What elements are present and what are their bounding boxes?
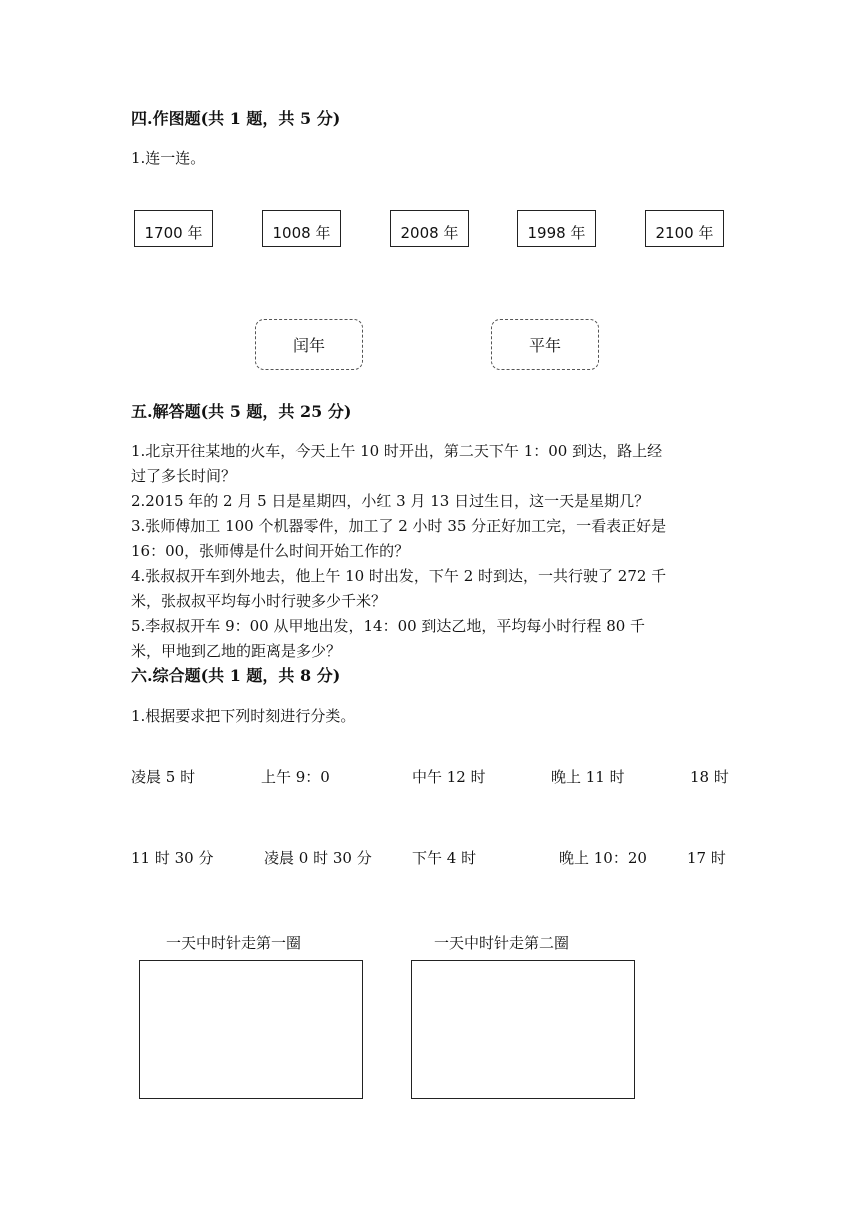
- year-box-1008: 1008 年: [262, 210, 341, 247]
- year-box-1700: 1700 年: [134, 210, 213, 247]
- question-line: 5.李叔叔开车 9：00 从甲地出发，14：00 到达乙地，平均每小时行程 80 千: [131, 617, 646, 635]
- time-item: 18 时: [690, 768, 729, 786]
- first-round-label: 一天中时针走第一圈: [166, 934, 302, 952]
- question-line: 1.北京开往某地的火车，今天上午 10 时开出，第二天下午 1：00 到达，路上经: [131, 442, 663, 460]
- question-line: 米，甲地到乙地的距离是多少？: [131, 642, 342, 660]
- time-item: 凌晨 5 时: [131, 768, 196, 786]
- time-item: 下午 4 时: [412, 849, 477, 867]
- time-item: 晚上 10：20: [559, 849, 647, 867]
- year-box-2100: 2100 年: [645, 210, 724, 247]
- leap-year-box: 闰年: [255, 319, 363, 370]
- question-line: 3.张师傅加工 100 个机器零件，加工了 2 小时 35 分正好加工完，一看表正好是: [131, 517, 667, 535]
- time-item: 晚上 11 时: [551, 768, 625, 786]
- common-year-box: 平年: [491, 319, 599, 370]
- year-box-1998: 1998 年: [517, 210, 596, 247]
- time-item: 凌晨 0 时 30 分: [264, 849, 372, 867]
- question-line: 2.2015 年的 2 月 5 日是星期四，小红 3 月 13 日过生日，这一天是星期几？: [131, 492, 650, 510]
- section4-heading: 四.作图题(共 1 题，共 5 分): [131, 109, 341, 128]
- section6-heading: 六.综合题(共 1 题，共 8 分): [131, 666, 341, 685]
- question-line: 16：00，张师傅是什么时间开始工作的？: [131, 542, 410, 560]
- time-item: 中午 12 时: [412, 768, 486, 786]
- second-round-label: 一天中时针走第二圈: [434, 934, 570, 952]
- section6-question: 1.根据要求把下列时刻进行分类。: [131, 707, 356, 725]
- question-line: 米，张叔叔平均每小时行驶多少千米？: [131, 592, 387, 610]
- section5-questions: [131, 439, 731, 664]
- first-round-answer-box: [139, 960, 363, 1099]
- section5-heading: 五.解答题(共 5 题，共 25 分): [131, 402, 352, 421]
- section4-question: 1.连一连。: [131, 149, 206, 167]
- time-item: 11 时 30 分: [131, 849, 214, 867]
- time-item: 上午 9：0: [261, 768, 330, 786]
- question-line: 过了多长时间？: [131, 467, 237, 485]
- time-item: 17 时: [687, 849, 726, 867]
- second-round-answer-box: [411, 960, 635, 1099]
- question-line: 4.张叔叔开车到外地去，他上午 10 时出发，下午 2 时到达，一共行驶了 272 千: [131, 567, 667, 585]
- year-box-2008: 2008 年: [390, 210, 469, 247]
